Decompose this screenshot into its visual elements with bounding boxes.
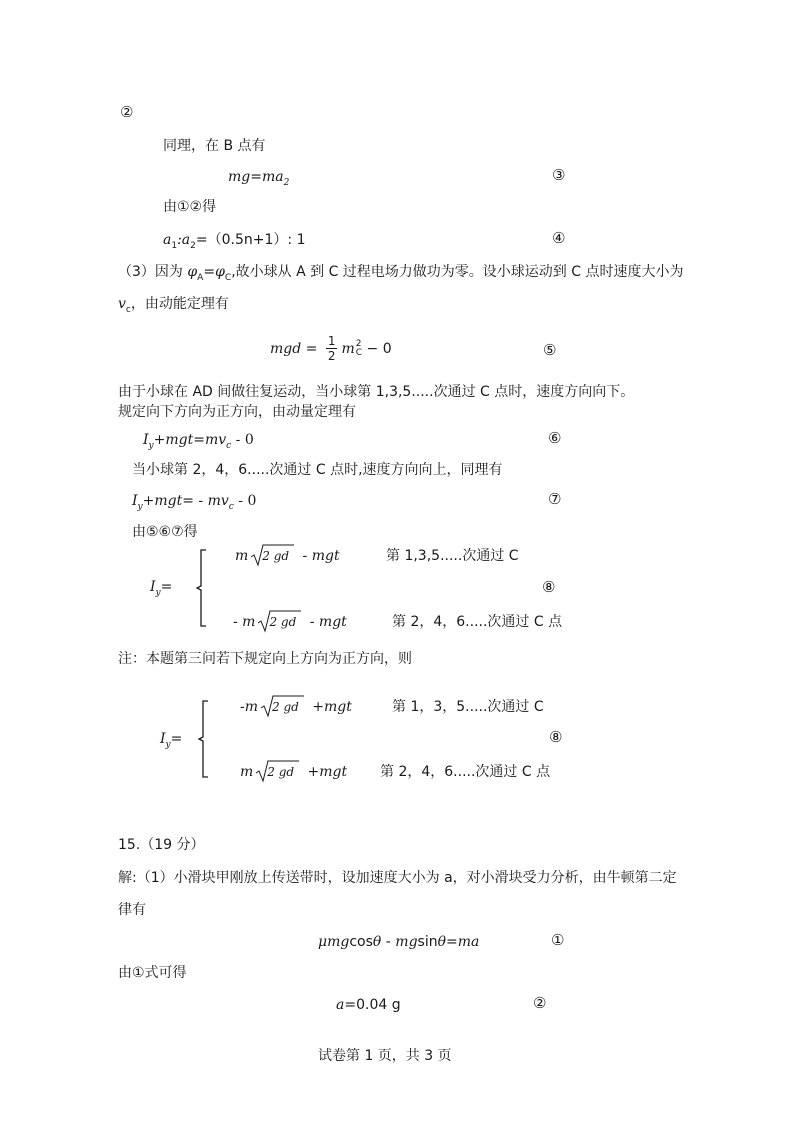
text-line: 规定向下方向为正方向，由动量定理有 (118, 404, 356, 420)
case-row: m 2 gd +mgt (240, 765, 347, 779)
page-footer: 试卷第 1 页，共 3 页 (318, 1048, 452, 1064)
note-line: 注：本题第三问若下规定向上方向为正方向，则 (118, 651, 412, 667)
equation-number: ② (533, 994, 547, 1012)
equation-number: ⑤ (543, 341, 557, 359)
case-note: 第 2，4，6.....次通过 C 点 (392, 614, 563, 630)
equation: $I_y+mgt=mv_c - 0$ (143, 432, 254, 451)
case-note: 第 1,3,5.....次通过 C (386, 548, 519, 564)
text-line: 由于小球在 AD 间做往复运动，当小球第 1,3,5.....次通过 C 点时，速度方向向下。 (118, 384, 635, 400)
case-note: 第 1，3，5.....次通过 C (392, 699, 544, 715)
equation: a=0.04 g (336, 997, 401, 1013)
text-line: $v_c$，由动能定理有 (118, 296, 229, 315)
text-line: 当小球第 2，4，6.....次通过 C 点时,速度方向向上，同理有 (132, 462, 503, 478)
case-row: m 2 gd - mgt (235, 549, 340, 563)
equation-number: ① (551, 931, 565, 949)
equation: $mg=ma_2$ (228, 169, 290, 188)
equation: $a_1:a_2=(0.5n+1)$: 1 (163, 232, 306, 251)
equation: μmgcosθ - mgsinθ=ma (318, 934, 480, 950)
equation-number: ② (120, 103, 134, 121)
case-row: - m 2 gd - mgt (233, 615, 347, 629)
text-line: 解:（1）小滑块甲刚放上传送带时，设加速度大小为 a，对小滑块受力分析，由牛顿第二定 (118, 870, 677, 886)
case-label: $I_y=$ (150, 579, 173, 598)
case-row: -m 2 gd +mgt (240, 700, 352, 714)
text-line: 同理，在 B 点有 (163, 138, 266, 154)
equation-number: ⑦ (548, 490, 562, 508)
equation-number: ⑧ (542, 578, 556, 596)
text-line: 由①②得 (163, 199, 217, 215)
equation-energy: mgd = $\frac{1}{2}$ m 2 C − 0 (270, 334, 392, 364)
question-heading: 15.（19 分） (118, 837, 205, 853)
text-line: （3）因为 $\varphi_A=\varphi_C$,故小球从 A 到 C 过程电场力做功为零。设小球运动到 C 点时速度大小为 (118, 264, 684, 283)
text-line: 由①式可得 (118, 965, 187, 981)
case-note: 第 2，4，6.....次通过 C 点 (380, 764, 551, 780)
left-brace-icon (197, 699, 213, 779)
equation-number: ③ (552, 166, 566, 184)
text-line: 律有 (118, 902, 146, 918)
left-brace-icon (195, 548, 211, 628)
text-line: 由⑤⑥⑦得 (132, 524, 198, 540)
equation: $I_y+mgt= - mv_c - 0$ (132, 493, 257, 512)
equation-number: ④ (552, 229, 566, 247)
equation-number: ⑧ (549, 728, 563, 746)
case-label: $I_y=$ (160, 731, 183, 750)
equation-number: ⑥ (548, 429, 562, 447)
